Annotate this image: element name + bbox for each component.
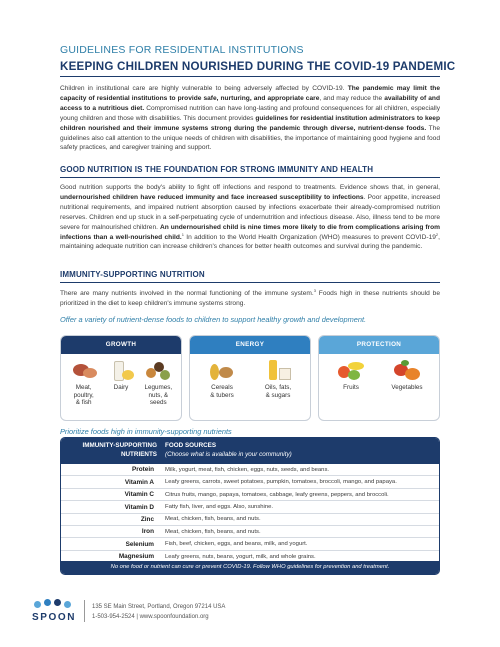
food-item-oils: Oils, fats, & sugars [258,358,298,399]
header-food-sources: FOOD SOURCES (Choose what is available in your community) [165,442,292,458]
section-divider [60,177,440,178]
food-sources: Citrus fruits, mango, papaya, tomatoes, cabbage, leafy greens, peppers, and broccoli. [165,491,389,498]
food-item-meat: Meat, poultry, & fish [65,358,102,407]
document-kicker: GUIDELINES FOR RESIDENTIAL INSTITUTIONS [60,44,304,56]
food-item-cereals: Cereals & tubers [202,358,242,399]
nutrient-name: Iron [141,528,154,536]
food-item-vegetables: Vegetables [387,358,427,392]
food-sources: Milk, yogurt, meat, fish, chicken, eggs, nuts, seeds, and beans. [165,466,330,473]
food-group-growth [60,335,182,421]
nutrient-name: Vitamin A [124,478,154,486]
document-title: KEEPING CHILDREN NOURISHED DURING THE COVID-19 PANDEMIC [60,60,456,73]
food-group-heading: PROTECTION [319,336,439,354]
food-sources: Meat, chicken, fish, beans, and nuts. [165,528,261,535]
table-row [61,476,439,488]
immunity-paragraph: There are many nutrients involved in the normal functioning of the immune system.$^3$ Foods high in these nutrients should be prioritized in the diet to keep children's immune systems strong. [60,287,440,307]
nutrient-name: Selenium [125,540,154,548]
table-header [61,438,439,464]
vegetables-icon [392,358,422,382]
table-row [61,526,439,538]
food-group-energy [189,335,311,421]
table-footer-note: No one food or nutrient can cure or prevent COVID-19. Follow WHO guidelines for prevention and treatment. [61,561,439,574]
table-intro-tagline: Prioritize foods high in immunity-supporting nutrients [60,427,232,436]
oils-icon [263,358,293,382]
footer-address: 135 SE Main Street, Portland, Oregon 97214 USA 1-503-954-2524 | www.spoonfoundation.org [92,604,226,620]
good-nutrition-paragraph: Good nutrition supports the body's ability to fight off infections and respond to treatments. Evidence shows that, in general, undernourished children have reduced immunity and face increased susceptibility to infections. Poor appetite, increased nutritional requirements, and impaired nutrient absorption caused by infections exacerbate their already-compromised nutrition reserves. Children end up stuck in a self-perpetuating cycle of undernutrition and infectious disease. Also, illness tend to be more severe for malnourished children. An undernourished child is nine times more likely to die from complications arising from infections than a well-nourished child.$^1$ In addition to the World Health Organization (WHO) measures to prevent COVID-$19^2$, maintaining adequate nutrition can increase children's chances for better health outcomes and survival during the pandemic. [60,184,440,251]
table-row [61,489,439,501]
nutrient-name: Zinc [140,515,154,523]
section-divider [60,282,440,283]
food-item-legumes: Legumes, nuts, & seeds [140,358,177,407]
spoon-logo-text: SPOON [32,612,77,623]
food-sources: Meat, chicken, fish, beans, and nuts. [165,516,261,523]
nutrient-name: Magnesium [118,553,154,561]
table-row [61,464,439,476]
nutrient-name: Vitamin D [124,503,154,511]
fruits-icon [336,358,366,382]
table-row [61,514,439,526]
food-group-heading: GROWTH [61,336,181,354]
food-group-protection [318,335,440,421]
immunity-nutrients-table [60,437,440,575]
dairy-icon [106,358,136,382]
food-item-dairy: Dairy [102,358,139,407]
food-variety-tagline: Offer a variety of nutrient-dense foods to children to support healthy growth and development. [60,315,367,324]
title-divider [60,76,440,77]
food-group-heading: ENERGY [190,336,310,354]
food-item-fruits: Fruits [331,358,371,392]
nutrient-name: Protein [131,466,154,474]
table-row [61,538,439,550]
food-sources: Fish, beef, chicken, eggs, and beans, milk, and yogurt. [165,541,308,548]
footer-contact-link[interactable]: 1-503-954-2524 | www.spoonfoundation.org [92,614,209,620]
food-sources: Leafy greens, carrots, sweet potatoes, pumpkin, tomatoes, broccoli, mango, and papaya. [165,479,397,486]
meat-icon [69,358,99,382]
food-sources: Leafy greens, nuts, beans, yogurt, milk, and whole grains. [165,553,316,560]
table-row [61,501,439,513]
food-sources: Fatty fish, liver, and eggs. Also, sunshine. [165,503,274,510]
section-title-good-nutrition: GOOD NUTRITION IS THE FOUNDATION FOR STRONG IMMUNITY AND HEALTH [60,165,374,174]
header-nutrients: IMMUNITY-SUPPORTING NUTRIENTS [82,442,157,458]
intro-paragraph: Children in institutional care are highly vulnerable to being adversely affected by COVID-19. The pandemic may limit the capacity of residential institutions to provide safe, nurturing, and appropriate care, and may reduce the availability of and access to a nutritious diet. Compromised nutrition can have long-lasting and profound consequences for all children, especially young children and those with disabilities. This document provides guidelines for residential institution administrators to keep children nourished and their immune systems strong during the pandemic through diverse, nutrient-dense foods. The guidelines also call attention to the unique needs of children with disabilities, the importance of maintaining good hygiene and food safety practices, and caregiver training and support. [60,85,441,152]
legumes-icon [143,358,173,382]
cereals-icon [207,358,237,382]
footer-divider [84,600,85,622]
nutrient-name: Vitamin C [124,491,154,499]
section-title-immunity-nutrition: IMMUNITY-SUPPORTING NUTRITION [60,270,205,279]
